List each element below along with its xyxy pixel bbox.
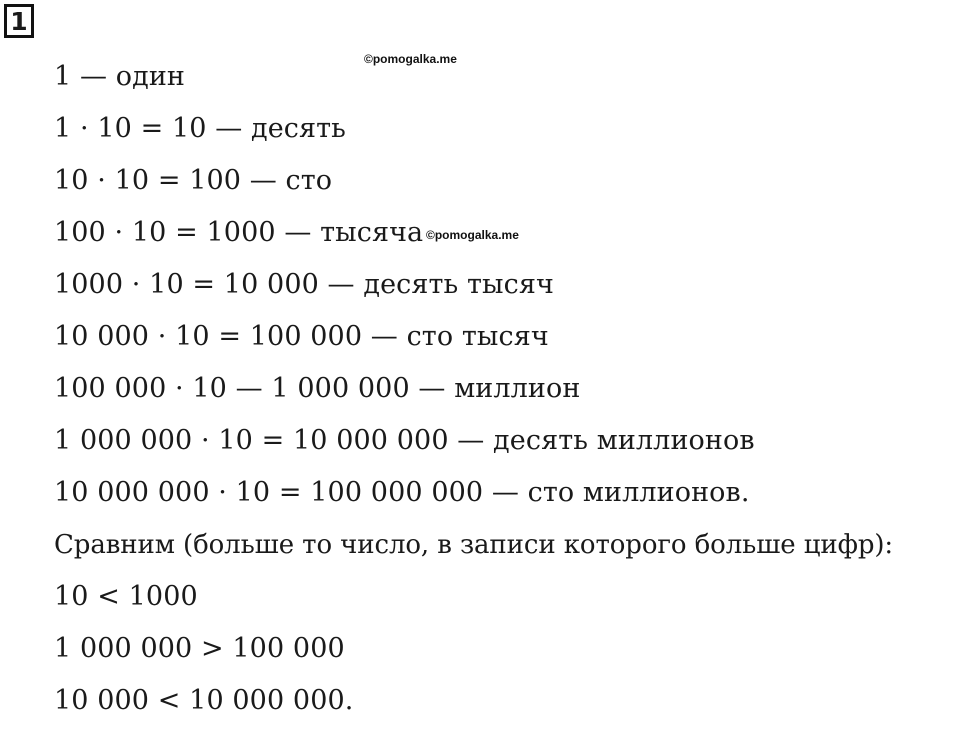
watermark-middle: ©pomogalka.me <box>426 228 519 242</box>
line-ten-million: 1 000 000 · 10 = 10 000 000 — десять миллионов <box>54 425 755 456</box>
line-hundred-million: 10 000 000 · 10 = 100 000 000 — сто миллионов. <box>54 477 750 508</box>
comparison-1: 10 < 1000 <box>54 581 198 612</box>
comparison-3: 10 000 < 10 000 000. <box>54 685 354 716</box>
line-ten: 1 · 10 = 10 — десять <box>54 113 346 144</box>
line-one: 1 — один <box>54 61 186 92</box>
line-hundred: 10 · 10 = 100 — сто <box>54 165 333 196</box>
line-million: 100 000 · 10 — 1 000 000 — миллион <box>54 373 581 404</box>
line-hundred-thousand: 10 000 · 10 = 100 000 — сто тысяч <box>54 321 549 352</box>
line-thousand: 100 · 10 = 1000 — тысяча <box>54 217 424 248</box>
comparison-intro: Сравним (больше то число, в записи которого больше цифр): <box>54 530 894 560</box>
solution-lines <box>54 56 893 732</box>
task-number: 1 <box>10 6 28 36</box>
comparison-2: 1 000 000 > 100 000 <box>54 633 345 664</box>
watermark-top: ©pomogalka.me <box>364 52 457 66</box>
task-number-box <box>4 4 34 38</box>
line-ten-thousand: 1000 · 10 = 10 000 — десять тысяч <box>54 269 554 300</box>
